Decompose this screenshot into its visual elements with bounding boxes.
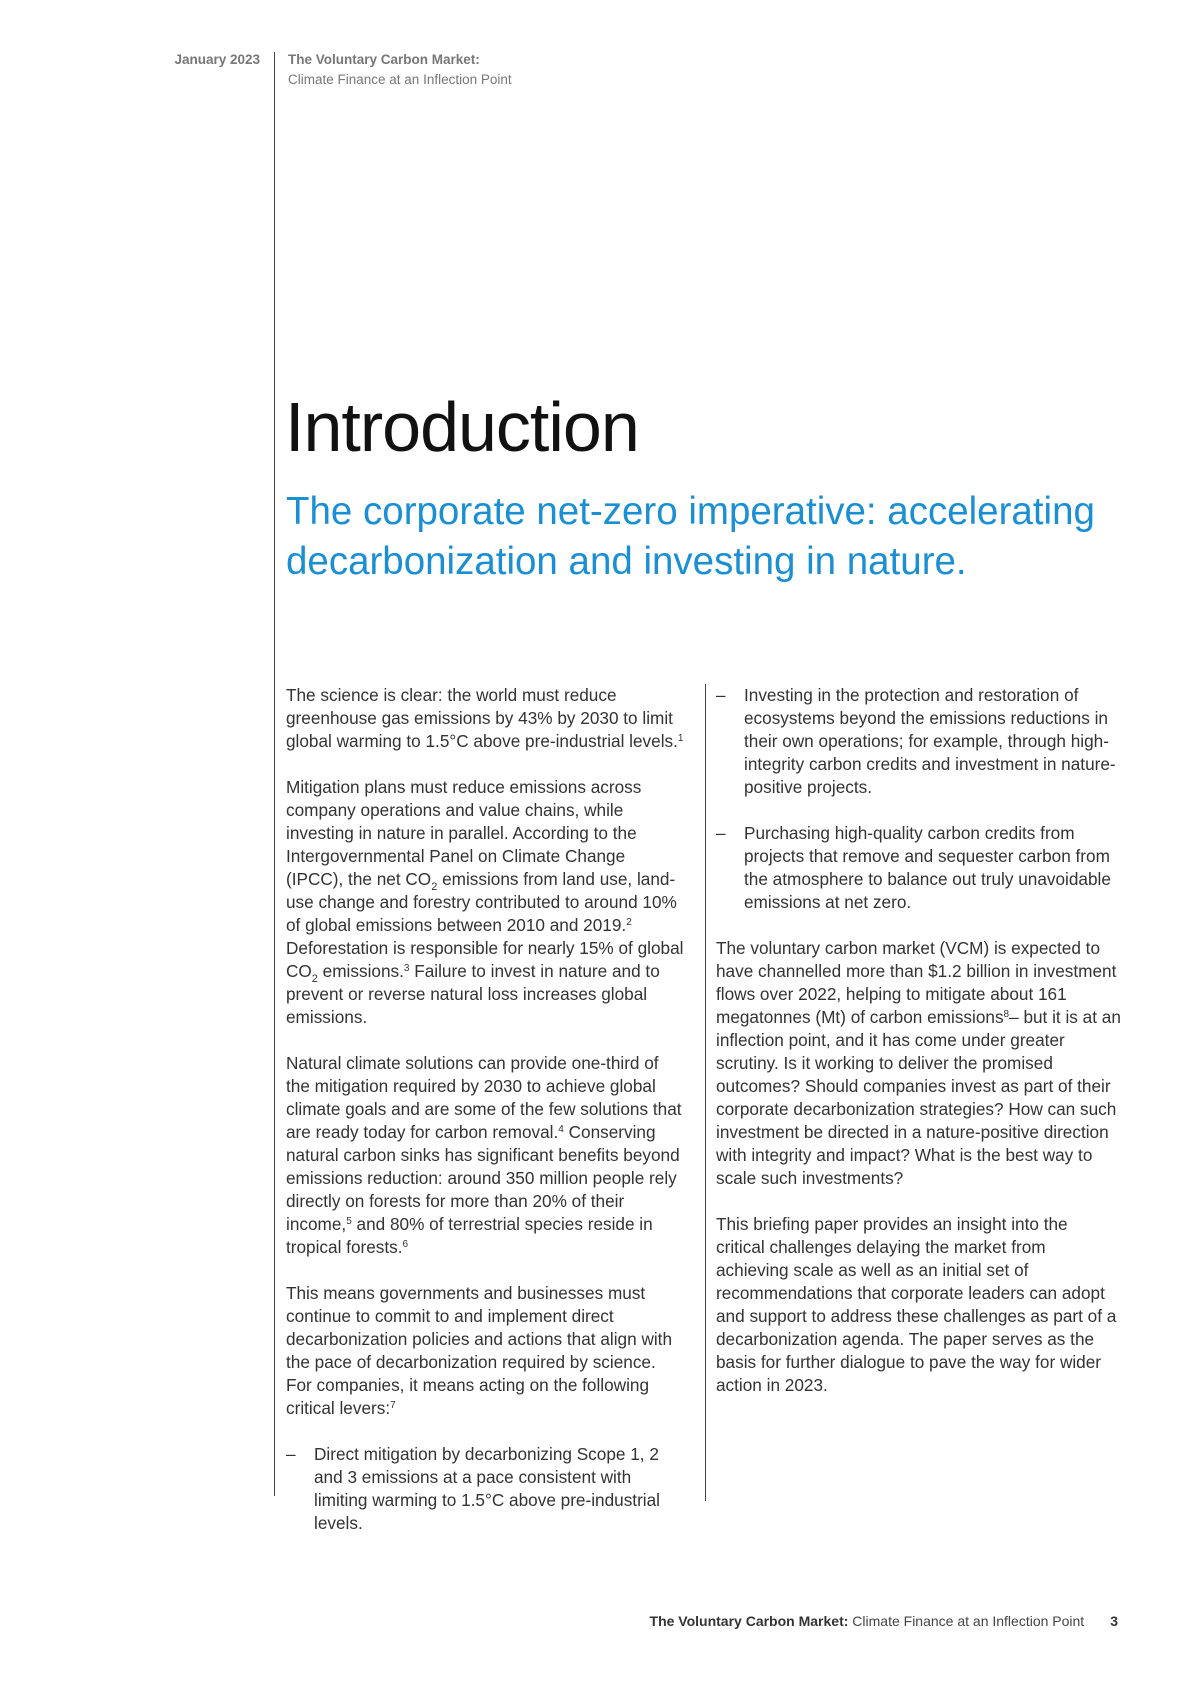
paragraph-text: The science is clear: the world must reduce greenhouse gas emissions by 43% by 2030 to limit global warming to 1.5°C above pre-industrial levels. [286,685,678,751]
paragraph-text: emissions. [317,961,404,981]
bullet-text: Investing in the protection and restoration of ecosystems beyond the emissions reductions in their own operations; for example, through high-integrity carbon credits and investment in nature-positive projects. [744,685,1116,797]
paragraph-natural-solutions [286,1052,686,1259]
header-date: January 2023 [174,52,260,67]
subscript: 2 [311,973,318,985]
page-title: Introduction [285,388,639,466]
paragraph-governments [286,1282,686,1420]
paragraph-text: The voluntary carbon market (VCM) is expected to have channelled more than $1.2 billion in investment flows over 2022, helping to mitigate about 161 megatonnes (Mt) of carbon emissions [716,938,1117,1027]
bullet-dash: – [716,823,726,843]
bullet-text: Direct mitigation by decarbonizing Scope 1, 2 and 3 emissions at a pace consistent with limiting warming to 1.5°C above pre-industrial levels. [314,1444,660,1533]
bullet-dash: – [286,1444,296,1464]
paragraph-text: emissions from land use, land-use change and forestry contributed to around 10% of global emissions between 2010 and 2019. [286,869,677,935]
paragraph-mitigation [286,776,686,1029]
page-number: 3 [1110,1613,1118,1629]
paragraph-science [286,684,686,753]
footnote-ref[interactable]: 8 [1003,1009,1010,1020]
footnote-ref[interactable]: 3 [403,963,410,974]
paragraph-vcm [716,937,1121,1190]
footer-subtitle: Climate Finance at an Inflection Point [848,1613,1085,1629]
header-title: The Voluntary Carbon Market: [288,52,480,67]
bullet-item [716,684,1121,799]
bullet-dash: – [716,685,726,705]
paragraph-text: This means governments and businesses must continue to commit to and implement direct decarbonization policies and actions that align with the pace of decarbonization required by science. For companies, it means acting on the following critical levers: [286,1283,673,1418]
paragraph-text: This briefing paper provides an insight into the critical challenges delaying the market from achieving scale as well as an initial set of recommendations that corporate leaders can adopt and support to address these challenges as part of a decarbonization agenda. The paper serves as the basis for further dialogue to pave the way for wider action in 2023. [716,1214,1117,1395]
paragraph-text: Failure to invest in nature and to prevent or reverse natural loss increases global emissions. [286,961,660,1027]
paragraph-text: Mitigation plans must reduce emissions across company operations and value chains, while investing in nature in parallel. According to the Intergovernmental Panel on Climate Change (IPCC), the net CO [286,777,642,889]
footnote-ref[interactable]: 7 [390,1400,396,1411]
page-subtitle: The corporate net-zero imperative: accelerating decarbonization and investing in nature. [286,490,1095,583]
paragraph-text: Natural climate solutions can provide one-third of the mitigation required by 2030 to achieve global climate goals and are some of the few solutions that are ready today for carbon removal. [286,1053,682,1142]
page-footer [650,1613,1118,1629]
footnote-ref[interactable]: 1 [677,733,684,744]
paragraph-text: and 80% of terrestrial species reside in tropical forests. [286,1214,653,1257]
paragraph-text: Deforestation is responsible for nearly 15% of global CO [286,938,684,981]
right-column [716,684,1121,1420]
header-subtitle: Climate Finance at an Inflection Point [288,72,512,87]
subscript: 2 [431,881,438,893]
footnote-ref[interactable]: 2 [626,917,632,928]
bullet-item [286,1443,686,1535]
footnote-ref[interactable]: 5 [346,1216,352,1227]
footer-title: The Voluntary Carbon Market: [649,1613,849,1629]
bullet-text: Purchasing high-quality carbon credits from projects that remove and sequester carbon from the atmosphere to balance out truly unavoidable emissions at net zero. [744,823,1111,912]
paragraph-text: – but it is at an inflection point, and it has come under greater scrutiny. Is it working to deliver the promised outcomes? Should companies invest as part of their corporate decarbonization strategies? How can such investment be directed in a nature-positive direction with integrity and impact? What is the best way to scale such investments? [716,1007,1121,1188]
footnote-ref[interactable]: 6 [402,1239,409,1250]
left-column [286,684,686,1558]
paragraph-briefing [716,1213,1121,1397]
header-divider-line [274,52,275,1496]
paragraph-text: Conserving natural carbon sinks has significant benefits beyond emissions reduction: around 350 million people rely directly on forests for more than 20% of their income, [286,1122,680,1234]
footnote-ref[interactable]: 4 [558,1124,564,1135]
bullet-item [716,822,1121,914]
column-divider-line [705,684,706,1501]
